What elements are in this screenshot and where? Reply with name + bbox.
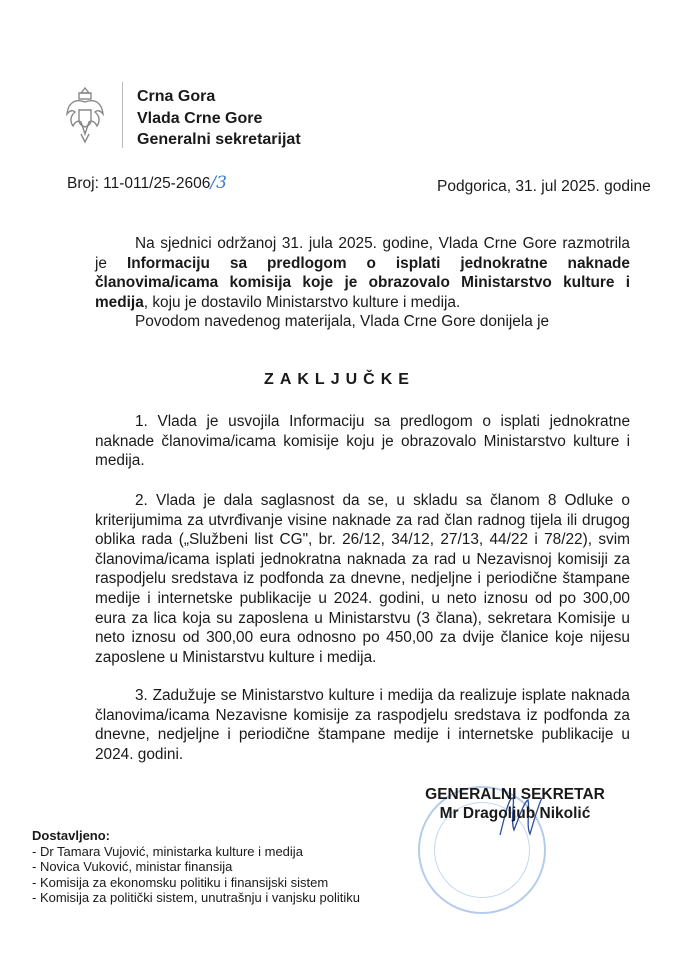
- signature-block: [420, 785, 610, 823]
- handwritten-number: /3: [210, 173, 227, 193]
- conclusion-2: [95, 491, 630, 667]
- header-divider: [122, 82, 123, 148]
- conclusion-text: 3. Zadužuje se Ministarstvo kulture i medija da realizuje isplate naknada članovima/icama Nezavisne komisije za raspodjelu sredstava iz podfonda za dnevne, nedjeljne i periodične štampane medije i internetske publikacije u 2024. godini.: [95, 687, 630, 763]
- letterhead: [137, 86, 301, 151]
- intro-text-end: , koju je dostavilo Ministarstvo kulture i medija.: [143, 293, 461, 311]
- distribution-title: Dostavljeno:: [32, 828, 111, 843]
- intro-text: Na sjednici održanoj 31. jula 2025. godine, Vlada Crne Gore razmotrila je: [95, 235, 630, 272]
- list-item: - Komisija za politički sistem, unutrašnju i vanjsku politiku: [32, 890, 361, 905]
- intro-paragraph: [95, 234, 630, 312]
- conclusion-1: [95, 412, 630, 471]
- conclusion-3: [95, 686, 630, 764]
- list-item: - Dr Tamara Vujović, ministarka kulture i medija: [32, 843, 303, 859]
- reference-number: [67, 173, 227, 193]
- distribution-list: [32, 828, 360, 906]
- conclusion-text: 1. Vlada je usvojila Informaciju sa predlogom o isplati jednokratne naknade članovima/icama komisije koju je obrazovalo Ministarstvo kulture i medija.: [95, 413, 630, 470]
- reference-number-text: Broj: 11-011/25-2606: [67, 175, 211, 192]
- country-name: Crna Gora: [137, 88, 216, 105]
- intro-line2: Povodom navedenog materijala, Vlada Crne Gore donijela je: [135, 313, 550, 331]
- signatory-title: GENERALNI SEKRETAR: [425, 786, 605, 803]
- government-name: Vlada Crne Gore: [137, 109, 263, 127]
- intro-bold-title: Informaciju sa predlogom o isplati jednokratne naknade članovima/icama komisija koje je obrazovalo Ministarstvo kulture i medija: [95, 254, 630, 311]
- conclusion-text: 2. Vlada je dala saglasnost da se, u skladu sa članom 8 Odluke o kriterijumima za utvrđivanje visine naknade za rad član radnog tijela ili drugog oblika rada („Službeni list CG", br. 26/12, 34/12, 27/13, 44/22 i 78/22), svim članovima/icama isplati jednokratna naknada za rad u Nezavisnoj komisiji za raspodjelu sredstava iz podfonda za dnevne, nedjeljne i periodične štampane medije i internetske publikacije u 2024. godini, u neto iznosu od po 300,00 eura za lica koja su zaposlena u Ministarstvu (3 člana), sekretara Komisije u neto iznosu od 300,00 eura odnosno po 450,00 za dvije članice koje nijesu zaposlene u Ministarstvu kulture i medija.: [95, 492, 630, 666]
- office-name: Generalni sekretarijat: [137, 131, 301, 148]
- intro-section: [95, 234, 630, 332]
- document-date: Podgorica, 31. jul 2025. godine: [437, 178, 651, 195]
- list-item: - Novica Vuković, ministar finansija: [32, 859, 233, 874]
- conclusions-heading: ZAKLJUČKE: [264, 371, 415, 388]
- signatory-name: Mr Dragoljub Nikolić: [439, 805, 591, 822]
- list-item: - Komisija za ekonomsku politiku i finansijski sistem: [32, 874, 329, 890]
- coat-of-arms-icon: [64, 84, 106, 146]
